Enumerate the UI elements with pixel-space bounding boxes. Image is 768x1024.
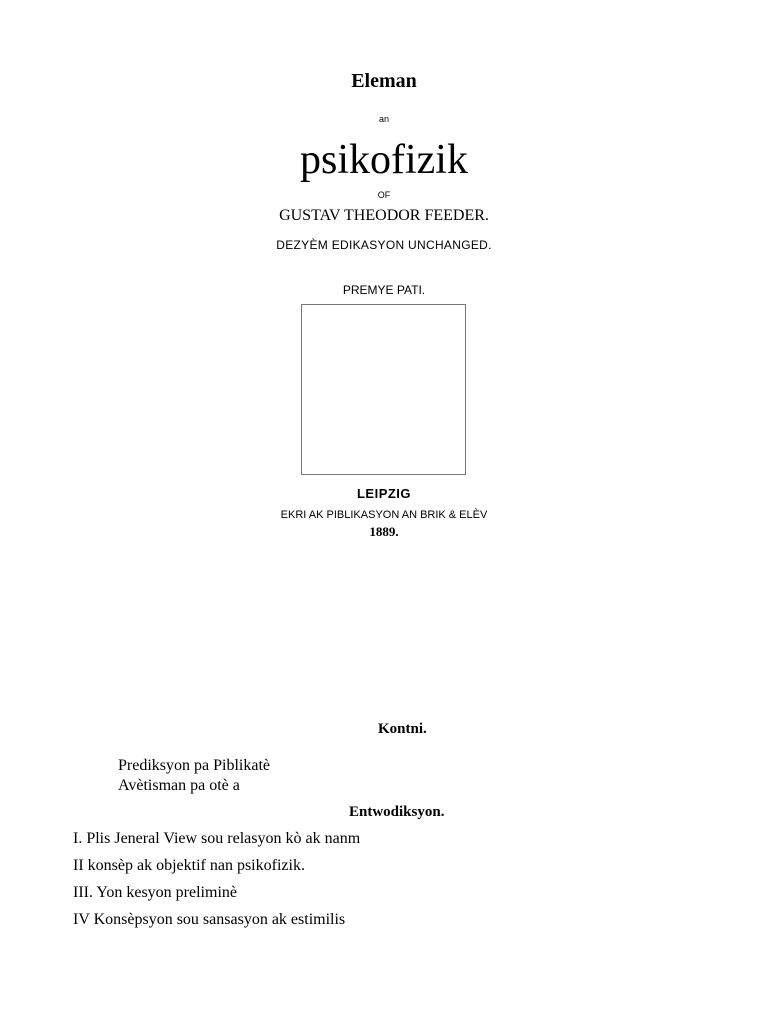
- book-title: psikofizik: [300, 137, 468, 183]
- toc-entry: III. Yon kesyon preliminè: [73, 884, 237, 901]
- edition-note: DEZYÈM EDIKASYON UNCHANGED.: [276, 238, 492, 252]
- contents-heading: Kontni.: [378, 721, 427, 737]
- toc-entry: II konsèp ak objektif nan psikofizik.: [73, 857, 305, 874]
- toc-preface-item: Avètisman pa otè a: [118, 777, 240, 794]
- toc-entry: I. Plis Jeneral View sou relasyon kò ak nanm: [73, 830, 361, 847]
- publication-year: 1889.: [369, 524, 399, 539]
- image-placeholder: [301, 304, 466, 475]
- author-name: GUSTAV THEODOR FEEDER.: [279, 207, 489, 224]
- publisher-line: EKRI AK PIBLIKASYON AN BRIK & ELÈV: [280, 509, 488, 521]
- introduction-heading: Entwodiksyon.: [349, 804, 445, 820]
- toc-preface-item: Prediksyon pa Piblikatè: [118, 757, 270, 774]
- connector-an: an: [378, 114, 389, 124]
- publication-place: LEIPZIG: [356, 486, 412, 501]
- book-subtitle: Eleman: [351, 70, 417, 92]
- part-label: PREMYE PATI.: [342, 283, 426, 297]
- connector-of: OF: [377, 190, 391, 200]
- toc-entry: IV Konsèpsyon sou sansasyon ak estimilis: [73, 911, 346, 928]
